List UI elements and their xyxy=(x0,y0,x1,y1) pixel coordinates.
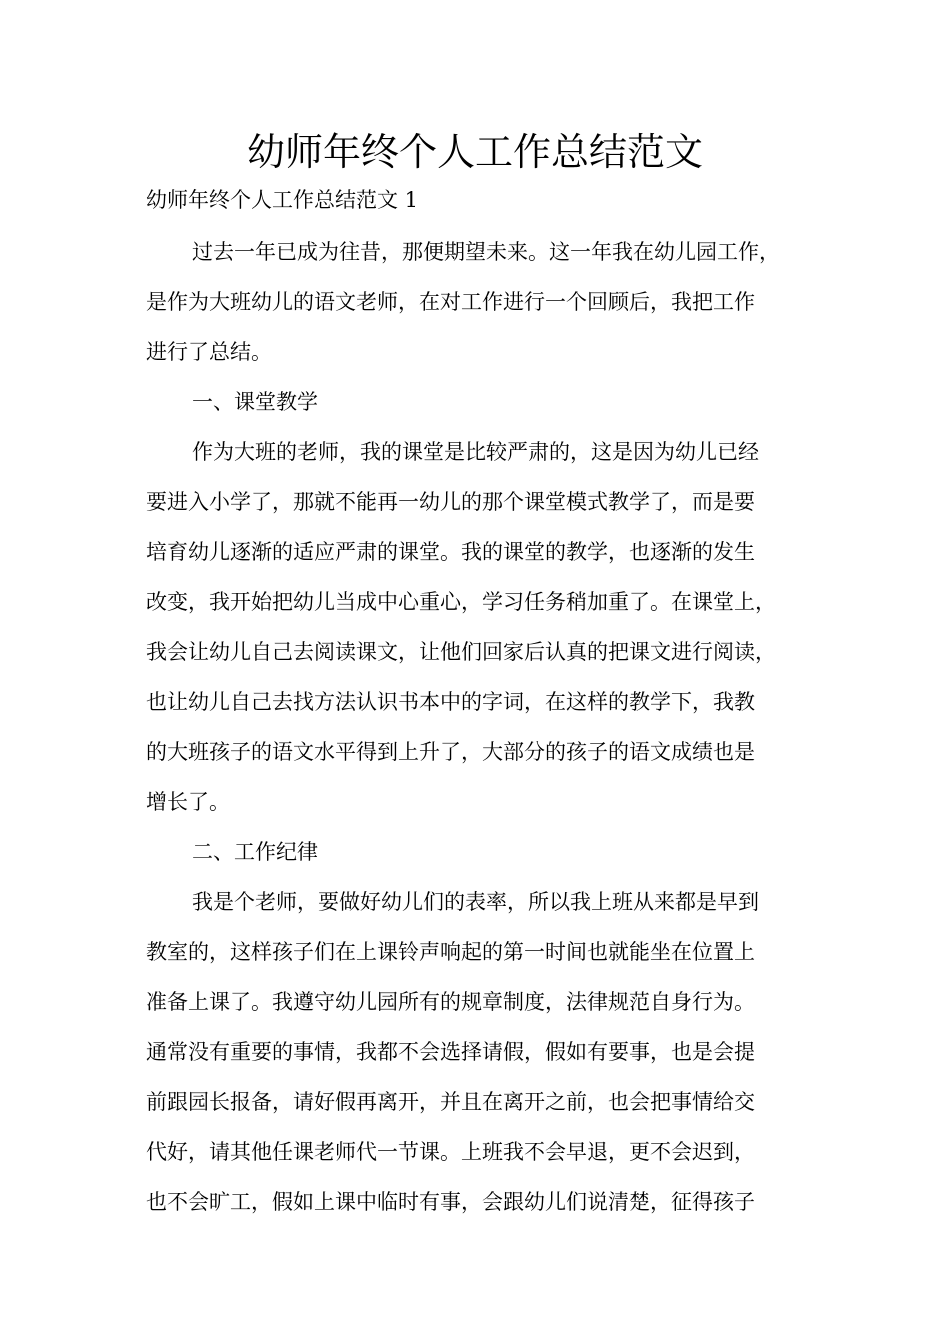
text-line: 通常没有重要的事情，我都不会选择请假，假如有要事，也是会提 xyxy=(146,1040,755,1064)
document-body xyxy=(146,227,826,1227)
text-line: 我会让幼儿自己去阅读课文，让他们回家后认真的把课文进行阅读， xyxy=(146,640,776,664)
text-line: 作为大班的老师，我的课堂是比较严肃的，这是因为幼儿已经 xyxy=(192,440,759,464)
text-line: 改变，我开始把幼儿当成中心重心，学习任务稍加重了。在课堂上， xyxy=(146,590,776,614)
text-line: 前跟园长报备，请好假再离开，并且在离开之前，也会把事情给交 xyxy=(146,1090,755,1114)
text-line: 过去一年已成为往昔，那便期望未来。这一年我在幼儿园工作， xyxy=(192,240,780,264)
text-line: 进行了总结。 xyxy=(146,340,272,364)
text-line: 的大班孩子的语文水平得到上升了，大部分的孩子的语文成绩也是 xyxy=(146,740,755,764)
text-line: 准备上课了。我遵守幼儿园所有的规章制度，法律规范自身行为。 xyxy=(146,990,755,1014)
text-line: 二、工作纪律 xyxy=(192,840,318,864)
text-line: 一、课堂教学 xyxy=(192,390,318,414)
text-line: 也让幼儿自己去找方法认识书本中的字词，在这样的教学下，我教 xyxy=(146,690,755,714)
text-line: 代好，请其他任课老师代一节课。上班我不会早退，更不会迟到， xyxy=(146,1140,755,1164)
text-line: 也不会旷工，假如上课中临时有事，会跟幼儿们说清楚，征得孩子 xyxy=(146,1190,755,1214)
document-subtitle: 幼师年终个人工作总结范文 1 xyxy=(146,188,419,212)
text-line: 增长了。 xyxy=(146,790,230,814)
text-line: 培育幼儿逐渐的适应严肃的课堂。我的课堂的教学，也逐渐的发生 xyxy=(146,540,755,564)
text-line: 教室的，这样孩子们在上课铃声响起的第一时间也就能坐在位置上 xyxy=(146,940,755,964)
text-line: 我是个老师，要做好幼儿们的表率，所以我上班从来都是早到 xyxy=(192,890,759,914)
document-title: 幼师年终个人工作总结范文 xyxy=(246,130,703,174)
text-line: 要进入小学了，那就不能再一幼儿的那个课堂模式教学了，而是要 xyxy=(146,490,755,514)
text-line: 是作为大班幼儿的语文老师，在对工作进行一个回顾后，我把工作 xyxy=(146,290,755,314)
